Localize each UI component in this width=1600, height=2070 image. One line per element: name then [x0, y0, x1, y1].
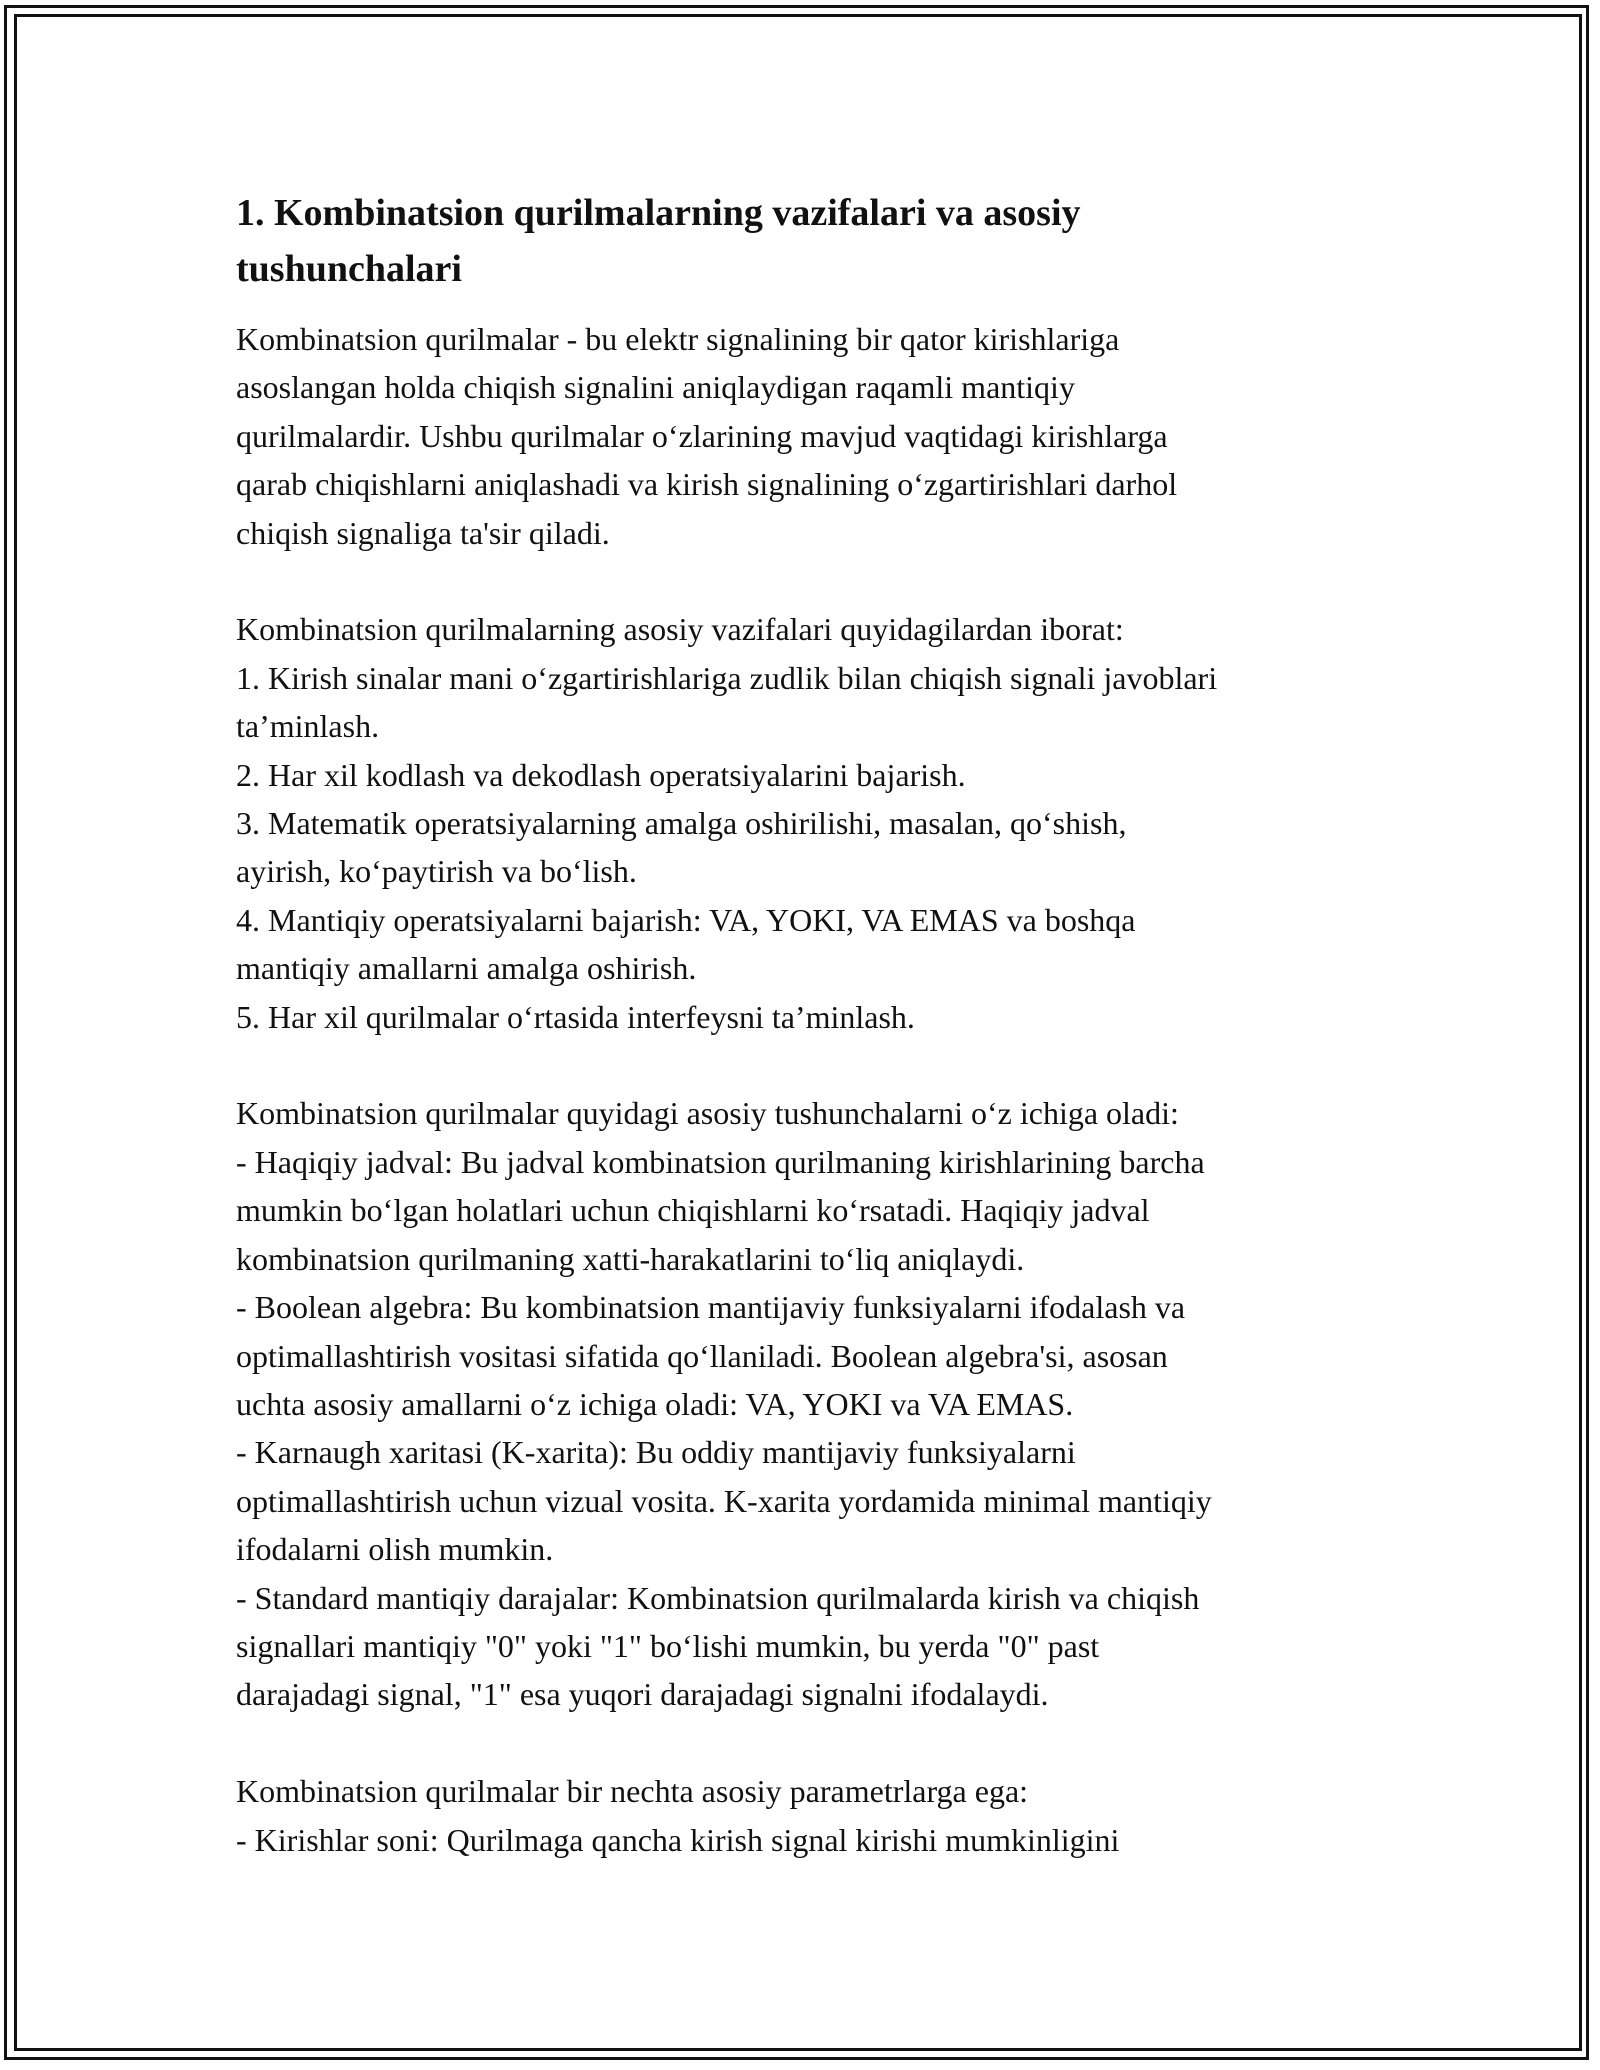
list-item-continuation: signallari mantiqiy "0" yoki "1" boʻlishi mumkin, bu yerda "0" past — [236, 1627, 1100, 1664]
list-item: - Boolean algebra: Bu kombinatsion mantijaviy funksiyalarni ifodalash va — [236, 1289, 1186, 1326]
list-item-continuation: ta’minlash. — [236, 708, 380, 745]
paragraph-definition — [236, 315, 1386, 557]
list-item-continuation: kombinatsion qurilmaning xatti-harakatlarini toʻliq aniqlaydi. — [236, 1240, 1025, 1277]
list-item: 4. Mantiqiy operatsiyalarni bajarish: VA, YOKI, VA EMAS va boshqa — [236, 901, 1136, 938]
list-item-continuation: optimallashtirish vositasi sifatida qoʻllaniladi. Boolean algebra'si, asosan — [236, 1337, 1168, 1374]
list-item: - Haqiqiy jadval: Bu jadval kombinatsion qurilmaning kirishlarining barcha — [236, 1143, 1205, 1180]
list-item-continuation: mantiqiy amallarni amalga oshirish. — [236, 950, 697, 987]
text-line: Kombinatsion qurilmalarning asosiy vazifalari quyidagilardan iborat: — [236, 611, 1124, 648]
list-item-continuation: darajadagi signal, "1" esa yuqori darajadagi signalni ifodalaydi. — [236, 1676, 1049, 1713]
list-item: 5. Har xil qurilmalar oʻrtasida interfeysni ta’minlash. — [236, 998, 915, 1035]
paragraph-spacer — [236, 1041, 1386, 1089]
text-line: qarab chiqishlarni aniqlashadi va kirish signalining oʻzgartirishlari darhol — [236, 466, 1178, 503]
paragraph-spacer — [236, 1719, 1386, 1767]
list-item: - Karnaugh xaritasi (K-xarita): Bu oddiy mantijaviy funksiyalarni — [236, 1434, 1076, 1471]
list-item: 2. Har xil kodlash va dekodlash operatsiyalarini bajarish. — [236, 756, 966, 793]
text-line: qurilmalardir. Ushbu qurilmalar oʻzlarining mavjud vaqtidagi kirishlarga — [236, 417, 1168, 454]
paragraph-parameters — [236, 1767, 1386, 1864]
paragraph-spacer — [236, 557, 1386, 605]
heading-line: tushunchalari — [236, 248, 462, 290]
list-item-continuation: ayirish, koʻpaytirish va boʻlish. — [236, 853, 637, 890]
document-body — [236, 185, 1386, 1864]
text-line: Kombinatsion qurilmalar - bu elektr signalining bir qator kirishlariga — [236, 321, 1120, 357]
text-line: chiqish signaliga ta'sir qiladi. — [236, 514, 610, 551]
list-item-continuation: uchta asosiy amallarni oʻz ichiga oladi: VA, YOKI va VA EMAS. — [236, 1385, 1074, 1422]
paragraph-functions — [236, 605, 1386, 1041]
text-line: asoslangan holda chiqish signalini aniqlaydigan raqamli mantiqiy — [236, 369, 1075, 406]
heading-line: 1. Kombinatsion qurilmalarning vazifalari va asosiy — [236, 192, 1081, 234]
section-heading — [236, 185, 1386, 297]
list-item: - Kirishlar soni: Qurilmaga qancha kirish signal kirishi mumkinligini — [236, 1821, 1120, 1858]
list-item-continuation: ifodalarni olish mumkin. — [236, 1531, 554, 1568]
list-item-continuation: optimallashtirish uchun vizual vosita. K-xarita yordamida minimal mantiqiy — [236, 1482, 1212, 1519]
paragraph-concepts — [236, 1089, 1386, 1718]
list-item: 3. Matematik operatsiyalarning amalga oshirilishi, masalan, qoʻshish, — [236, 805, 1127, 842]
list-item: - Standard mantiqiy darajalar: Kombinatsion qurilmalarda kirish va chiqish — [236, 1579, 1200, 1616]
list-item-continuation: mumkin boʻlgan holatlari uchun chiqishlarni koʻrsatadi. Haqiqiy jadval — [236, 1192, 1150, 1229]
text-line: Kombinatsion qurilmalar bir nechta asosiy parametrlarga ega: — [236, 1773, 1029, 1810]
list-item: 1. Kirish sinalar mani oʻzgartirishlariga zudlik bilan chiqish signali javoblari — [236, 659, 1218, 696]
text-line: Kombinatsion qurilmalar quyidagi asosiy tushunchalarni oʻz ichiga oladi: — [236, 1095, 1179, 1132]
